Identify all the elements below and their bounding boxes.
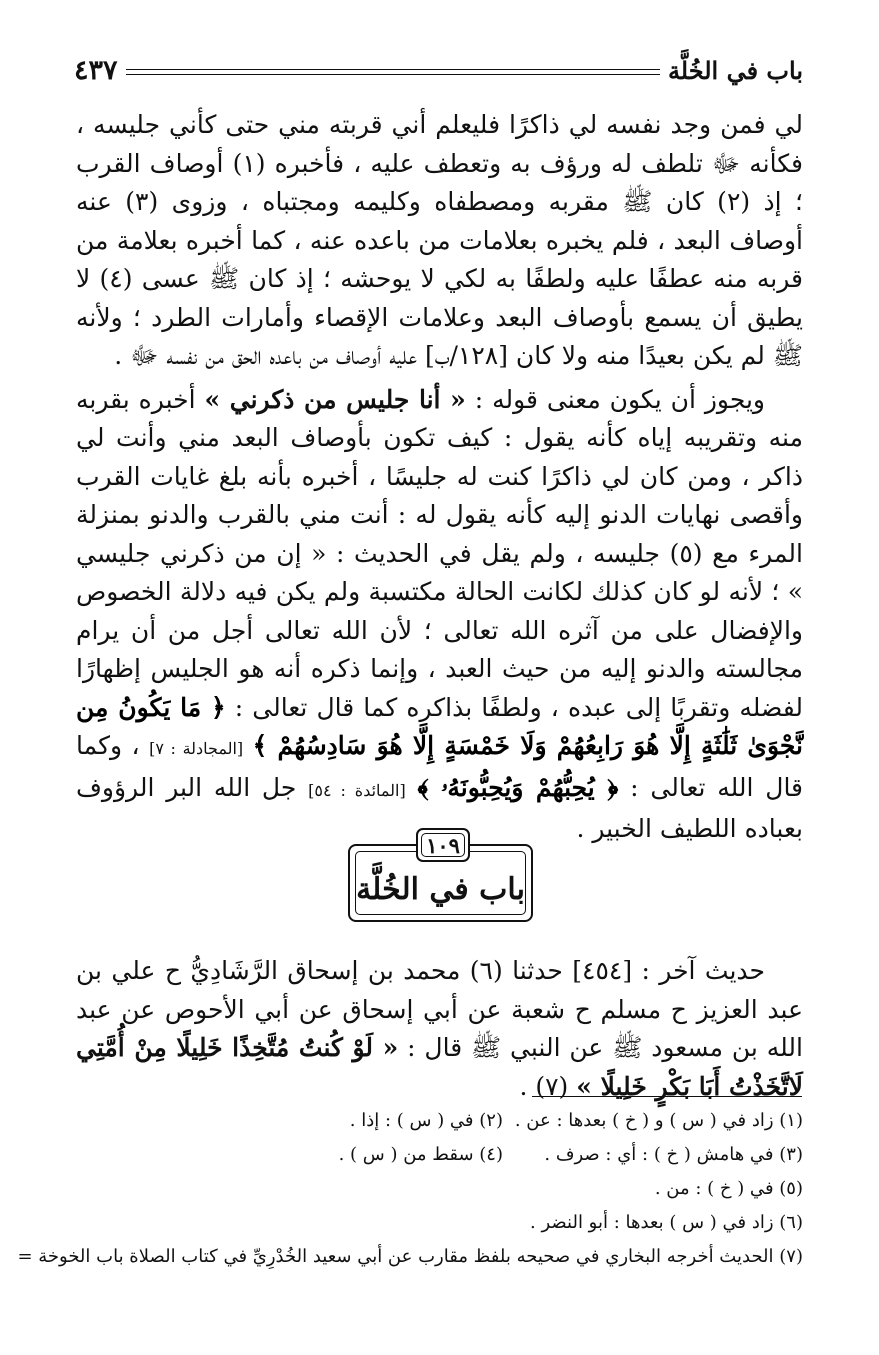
paragraph-two-intro: ويجوز أن يكون معنى قوله : [474, 384, 765, 414]
footnote-1: (١) زاد في ( س ) و ( خ ) بعدها : عن . [514, 1110, 803, 1131]
footnote-row [32, 1138, 803, 1172]
hadith-section [76, 952, 803, 1106]
prophetic-quote: « لَوْ كُنتُ مُتَّخِذًا خَلِيلًا مِنْ أُمَّتِي لَاتَّخَذْتُ أَبَا بَكْرٍ خَلِيلًا » [76, 1033, 803, 1101]
hadith-note-reference: (٧) . [519, 1071, 569, 1101]
chapter-number: ١٠٩ [426, 832, 460, 858]
hadith-quote: « أنا جليس من ذكرني » [204, 384, 466, 414]
closing-sentence: جل الله البر الرؤوف بعباده اللطيف الخبير . [76, 772, 803, 843]
footnote-row [32, 1172, 803, 1206]
footnote-row [32, 1206, 803, 1240]
footnote-4: (٤) سقط من ( س ) . [338, 1144, 503, 1165]
running-title: باب في الخُلَّة [667, 55, 803, 85]
connecting-text: ، وكما قال الله تعالى : [76, 731, 804, 802]
paragraph-two [76, 381, 803, 849]
footnote-7: (٧) الحديث أخرجه البخاري في صحيحه بلفظ مقارب عن أبي سعيد الخُدْرِيِّ في كتاب الصلاة باب الخوخة = [17, 1246, 803, 1267]
paragraph-one: لي فمن وجد نفسه لي ذاكرًا فليعلم أني قربته مني حتى كأني جليسه ، فكأنه ﷻ تلطف له ورؤف به وتعطف عليه ، فأخبره (١) أوصاف القرب ؛ إذ (٢) كان ﷺ مقربه ومصطفاه وكليمه ومجتباه ، وزوى (٣) عنه أوصاف البعد ، فلم يخبره بعلامات من باعده عنه ، كما أخبره بعلامة من قربه منه عطفًا عليه ولطفًا به لكي لا يوحشه ؛ إذ كان ﷺ عسى (٤) لا يطيق أن يسمع بأوصاف البعد وعلامات الإقصاء وأمارات الطرد ؛ ولأنه ﷺ لم يكن بعيدًا منه ولا كان [١٢٨/ب] عليه أوصاف من باعده الحق من نفسه ﷻ . [76, 110, 803, 370]
header-double-rule [126, 69, 660, 75]
page-header [74, 50, 803, 90]
chapter-number-frame [416, 828, 470, 862]
footnote-2: (٢) في ( س ) : إذا . [349, 1110, 503, 1131]
footnote-6: (٦) زاد في ( س ) بعدها : أبو النضر . [530, 1212, 803, 1233]
quran-verse-mujadila: ﴿ مَا يَكُونُ مِن نَّجْوَىٰ ثَلَٰثَةٍ إِلَّا هُوَ رَابِعُهُمْ وَلَا خَمْسَةٍ إِلَّا هُوَ سَادِسُهُمْ ﴾ [76, 692, 804, 760]
footnote-3: (٣) في هامش ( خ ) : أي : صرف . [544, 1144, 803, 1165]
hadith-chain: حديث آخر : [٤٥٤] حدثنا (٦) محمد بن إسحاق الرَّشَادِيُّ ح علي بن عبد العزيز ح مسلم ح شعبة عن أبي إسحاق عن أبي الأحوص عن عبد الله بن مسعود ﷺ عن النبي ﷺ قال : [76, 956, 803, 1062]
footnotes [17, 1104, 803, 1274]
quran-reference-mujadila: [المجادلة : ٧] [149, 739, 244, 758]
quran-verse-maida: ﴿ يُحِبُّهُمْ وَيُحِبُّونَهُۥ ﴾ [417, 772, 619, 802]
quran-reference-maida: [المائدة : ٥٤] [308, 780, 406, 800]
hadith-paragraph [76, 952, 803, 1106]
footnote-row [17, 1240, 803, 1274]
page-number: ٤٣٧ [74, 54, 118, 86]
chapter-title: باب في الخُلَّة [356, 871, 525, 907]
footnote-divider [532, 1096, 802, 1097]
footnote-row [32, 1104, 803, 1138]
main-text [76, 106, 803, 849]
paragraph-two-body: أخبره بقربه منه وتقريبه إياه كأنه يقول : كيف تكون بأوصاف البعد مني وأنت لي ذاكر ، ومن كان لي ذاكرًا كنت له جليسًا ، أخبره بأنه بلغ غايات القرب وأقصى نهايات الدنو إليه كأنه يقول له : أنت مني بالقرب والدنو بمنزلة المرء مع (٥) جليسه ، ولم يقل في الحديث : « إن من ذكرني جليسي » ؛ لأنه لو كان كذلك لكانت الحالة مكتسبة ولم يكن فيه دلالة الخصوص والإفضال على من آثره الله تعالى ؛ لأن الله تعالى أجل من أن يرام مجالسته والدنو إليه من حيث العبد ، وإنما ذكره أنه هو الجليس إظهارًا لفضله وتقربًا إلى عبده ، ولطفًا بذاكره كما قال تعالى : [76, 384, 803, 722]
footnote-5: (٥) في ( خ ) : من . [654, 1178, 803, 1199]
chapter-heading [348, 828, 533, 924]
